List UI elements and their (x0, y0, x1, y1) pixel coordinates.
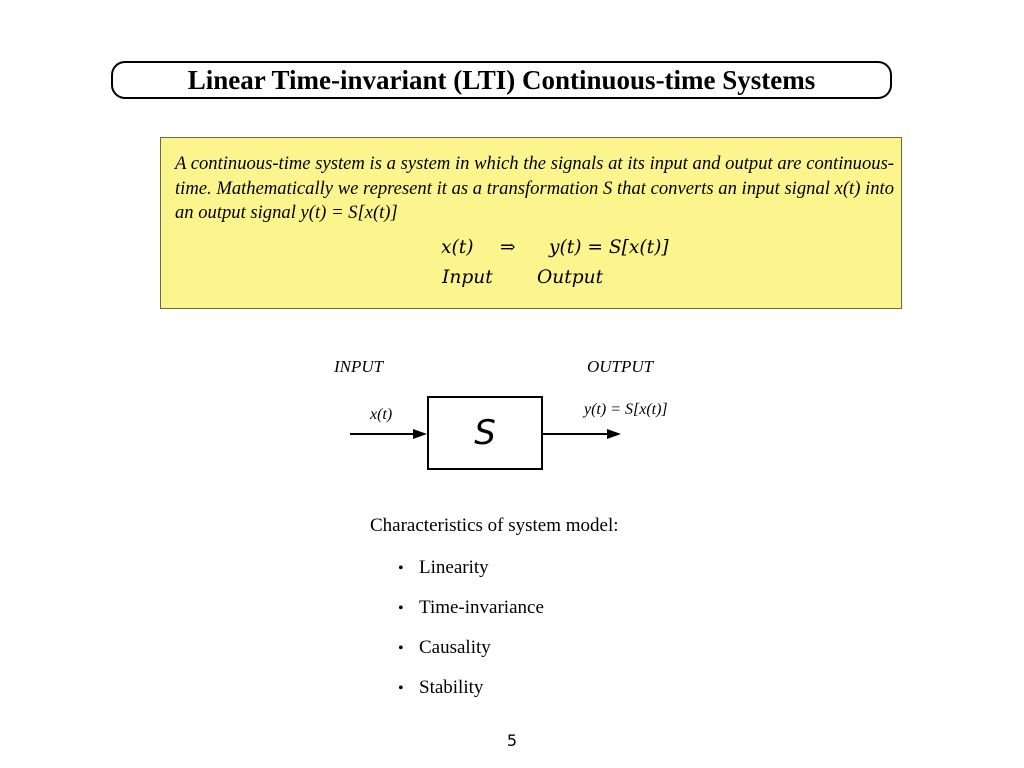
list-item-label: Stability (419, 677, 484, 698)
math-arrow: ⇒ (500, 237, 516, 258)
bullet: • (398, 680, 404, 697)
output-heading: OUTPUT (587, 357, 654, 376)
characteristics-list (398, 555, 544, 715)
list-item-label: Causality (419, 637, 491, 658)
definition-text: A continuous-time system is a system in which the signals at its input and output are continuous-time. Mathematically we represent it as a transformation S that converts an input signal x(t) into an output signal y(t) = S[x(t)] (175, 153, 894, 223)
bullet: • (398, 560, 404, 577)
math-input: x(t) (441, 237, 474, 258)
bullet: • (398, 600, 404, 617)
math-output: y(t) = S[x(t)] (549, 237, 669, 258)
system-block (427, 396, 543, 470)
input-arrow-head (413, 429, 427, 439)
input-heading: INPUT (334, 357, 384, 376)
output-arrow-head (607, 429, 621, 439)
slide-title: Linear Time-invariant (LTI) Continuous-time Systems (111, 61, 892, 99)
math-output-label: Output (537, 267, 604, 288)
list-item (398, 635, 544, 675)
output-signal-label: y(t) = S[x(t)] (584, 401, 668, 418)
characteristics-heading: Characteristics of system model: (370, 515, 619, 536)
list-item (398, 675, 544, 715)
page-number: 5 (506, 731, 518, 750)
list-item (398, 595, 544, 635)
input-signal-label: x(t) (370, 406, 393, 423)
list-item (398, 555, 544, 595)
list-item-label: Linearity (419, 557, 489, 578)
bullet: • (398, 640, 404, 657)
list-item-label: Time-invariance (419, 597, 544, 618)
system-label: S (474, 413, 496, 453)
math-input-label: Input (442, 267, 493, 288)
